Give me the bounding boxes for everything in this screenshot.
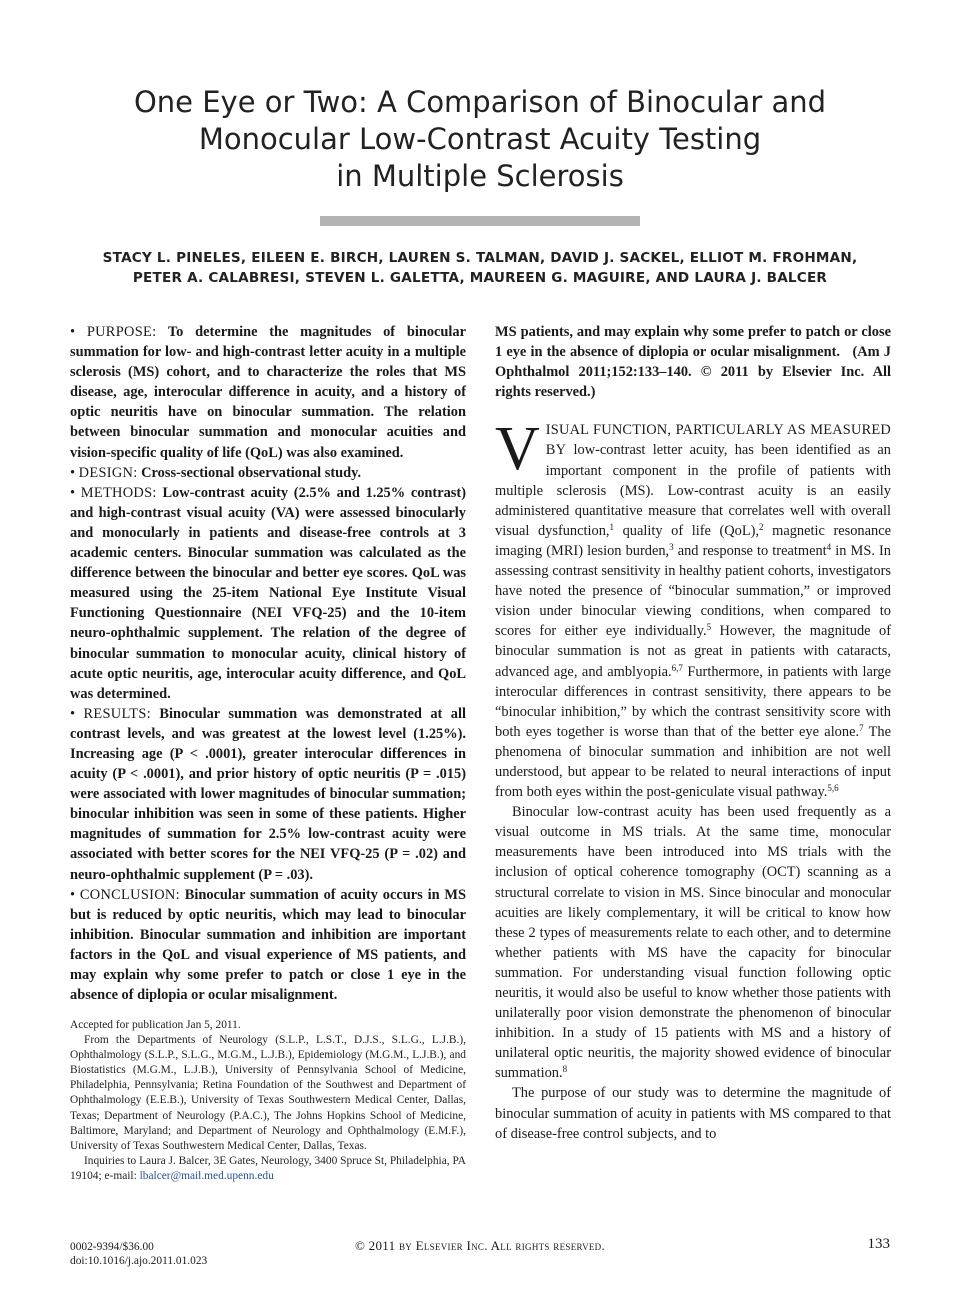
reference-link[interactable]: 3 — [669, 541, 674, 552]
doi: doi:10.1016/j.ajo.2011.01.023 — [70, 1255, 208, 1267]
journal-citation: (Am J Ophthalmol 2011;152:133–140. © 2011 by Elsevier Inc. All rights reserved.) — [495, 344, 891, 401]
conclusion-continued-text: MS patients, and may explain why some prefer to patch or close 1 eye in the absence of diplopia or ocular misalignment. — [495, 324, 891, 361]
design-label: DESIGN: — [78, 464, 138, 481]
title-divider — [320, 216, 640, 226]
right-column — [495, 322, 891, 1144]
body-text-run: and response to treatment — [673, 542, 827, 559]
results-text: Binocular summation was demonstrated at all contrast levels, and was greatest at the lowest level (1.25%). Increasing age (P < .0001), greater interocular differences in acuity (P < .0001), and prior history of optic neuritis (P = .015) were associated with lower magnitudes of binocular summation; binocular inhibition was seen in some of these patients. Higher magnitudes of summation for 2.5% low-contrast acuity were associated with better scores for the NEI VFQ-25 (P = .02) and neuro-ophthalmic supplement (P = .03). — [70, 705, 466, 883]
methods-text: Low-contrast acuity (2.5% and 1.25% contrast) and high-contrast visual acuity (VA) were assessed binocularly and monocularly in patients and disease-free controls at 3 academic centers. Binocular summation was calculated as the difference between the binocular and better eye scores. QoL was measured using the 25-item National Eye Institute Visual Functioning Questionnaire (NEI VFQ-25) and the 10-item neuro-ophthalmic supplement. The relation of the degree of binocular summation to monocular acuity, clinical history of acute optic neuritis, age, interocular acuity difference, and QoL was determined. — [70, 484, 466, 702]
abstract-conclusion — [70, 885, 466, 1006]
accepted-note: Accepted for publication Jan 5, 2011. — [70, 1019, 241, 1031]
affiliations-note: From the Departments of Neurology (S.L.P., L.S.T., D.J.S., S.L.G., L.J.B.), Ophthalmology (S.L.P., S.L.G., M.G.M., L.J.B.), Epidemiology (M.G.M., L.J.B.), and Biostatistics (M.G.M., L.J.B.), University of Pennsylvania School of Medicine, Philadelphia, Pennsylvania; Retina Foundation of the Southwest and Department of Ophthalmology (E.E.B.), University of Texas Southwestern Medical Center, Dallas, Texas; Department of Neurology (P.A.C.), The Johns Hopkins School of Medicine, Baltimore, Maryland; and Department of Neurology and Ophthalmology (E.M.F.), University of Texas Southwestern Medical Center, Dallas, Texas. — [70, 1034, 466, 1152]
footnotes — [70, 1018, 466, 1184]
author-line: PETER A. CALABRESI, STEVEN L. GALETTA, MAUREEN G. MAGUIRE, AND LAURA J. BALCER — [132, 270, 828, 286]
purpose-label: PURPOSE: — [86, 324, 157, 340]
author-line: STACY L. PINELES, EILEEN E. BIRCH, LAUREN S. TALMAN, DAVID J. SACKEL, ELLIOT M. FROHMAN, — [102, 250, 858, 266]
inquiries-text: Inquiries to Laura J. Balcer, 3E Gates, Neurology, 3400 Spruce St, Philadelphia, PA 19104; e-mail: — [70, 1154, 466, 1182]
inquiries-note — [70, 1154, 466, 1184]
body-text-run: low-contrast letter acuity, has been identified as an important component in the profile of patients with multiple sclerosis (MS). Low-contrast acuity is an easily administered quantitative measure that correlates well with overall visual dysfunction, — [495, 442, 891, 539]
reference-link[interactable]: 5 — [706, 622, 712, 633]
reference-link[interactable]: 4 — [826, 541, 832, 552]
reference-link[interactable]: 8 — [562, 1064, 568, 1075]
bullet-icon: • — [70, 464, 76, 481]
design-text: Cross-sectional observational study. — [141, 464, 362, 481]
bullet-icon: • — [70, 886, 76, 903]
body-text-run: Binocular low-contrast acuity has been used frequently as a visual outcome in MS trials. At the same time, monocular measurements have been introduced into MS trials with the inclusion of optical coherence tomography (OCT) scanning as a structural correlate to vision in MS. Since binocular and monocular acuities are likely complementary, it will be critical to know how these 2 types of measurements relate to each other, and to determine whether patients with MS have the capacity for binocular summation. For understanding visual function following optic neuritis, it would also be useful to know whether those patients with unilaterally poor vision demonstrate the phenomenon of binocular inhibition. In a study of 15 patients with MS and a history of unilateral optic neuritis, the majority showed evidence of binocular summation. — [495, 804, 891, 1082]
body-text-run: in MS. In assessing contrast sensitivity in healthy patient cohorts, investigators have noted the presence of “binocular summation,” or improved vision under binocular viewing conditions, when compared to scores for either eye individually. — [495, 542, 891, 640]
body-paragraph — [495, 802, 891, 1083]
abstract-purpose — [70, 322, 466, 463]
issn-price: 0002-9394/$36.00 — [70, 1241, 154, 1253]
reference-link[interactable]: 2 — [759, 521, 764, 532]
purpose-text: To determine the magnitudes of binocular summation for low- and high-contrast letter acuity in a multiple sclerosis (MS) cohort, and to characterize the roles that MS disease, age, interocular difference in acuity, and a history of optic neuritis have on binocular summation. The relation between binocular summation and monocular acuities and vision-specific quality of life (QoL) was also examined. — [70, 324, 466, 461]
title-line: One Eye or Two: A Comparison of Binocular and — [133, 85, 827, 119]
title-line: Monocular Low-Contrast Acuity Testing — [198, 122, 762, 156]
body-text-run: However, the magnitude of binocular summation is not as great in patients with cataracts, advanced age, and amblyopia. — [495, 623, 892, 680]
author-list — [60, 248, 900, 288]
reference-link[interactable]: 5,6 — [827, 783, 839, 794]
article-title — [60, 84, 900, 195]
body-text-run: The purpose of our study was to determine the magnitude of binocular summation of acuity in patients with MS compared to that of disease-free control subjects, and to — [495, 1085, 891, 1142]
abstract-column — [70, 322, 466, 1005]
conclusion-text: Binocular summation of acuity occurs in MS but is reduced by optic neuritis, which may lead to binocular inhibition. Binocular summation and inhibition are important factors in the QoL and visual experience of MS patients, and may explain why some prefer to patch or close 1 eye in the absence of diplopia or ocular misalignment. — [70, 886, 466, 1004]
body-text-run: quality of life (QoL), — [614, 522, 760, 539]
bullet-icon: • — [70, 484, 76, 501]
bullet-icon: • — [70, 324, 76, 340]
email-link[interactable]: lbalcer@mail.med.upenn.edu — [139, 1169, 274, 1182]
footer-copyright: © 2011 by Elsevier Inc. All rights reserved. — [354, 1238, 606, 1253]
body-text-run: The phenomena of binocular summation and inhibition are not well understood, but appear to be related to neural interactions of input from both eyes within the post-geniculate visual pathway. — [495, 723, 891, 801]
page-number: 133 — [867, 1236, 890, 1252]
bullet-icon: • — [70, 705, 76, 722]
abstract-continuation — [495, 322, 891, 402]
conclusion-label: CONCLUSION: — [79, 886, 180, 903]
reference-link[interactable]: 7 — [859, 722, 864, 733]
drop-cap: V — [495, 415, 540, 484]
results-label: RESULTS: — [83, 705, 151, 722]
methods-label: METHODS: — [80, 484, 157, 501]
body-paragraph — [495, 415, 892, 802]
title-line: in Multiple Sclerosis — [336, 159, 624, 193]
reference-link[interactable]: 6,7 — [671, 662, 683, 673]
lead-in: ISUAL FUNCTION, PARTICULARLY AS MEASURED BY — [545, 422, 891, 459]
body-paragraph — [495, 1083, 891, 1143]
abstract-design — [70, 463, 466, 483]
abstract-results — [70, 704, 466, 885]
body-text — [495, 415, 892, 1143]
reference-link[interactable]: 1 — [609, 521, 615, 532]
body-text-run: magnetic resonance imaging (MRI) lesion burden, — [495, 522, 891, 559]
abstract-methods — [70, 483, 466, 704]
abstract-conclusion-continued — [495, 322, 891, 402]
body-text-run: Furthermore, in patients with large interocular differences in contrast sensitivity, there appears to be “binocular inhibition,” by which the contrast sensitivity score with both eyes together is worse than that of the better eye alone. — [495, 663, 891, 740]
